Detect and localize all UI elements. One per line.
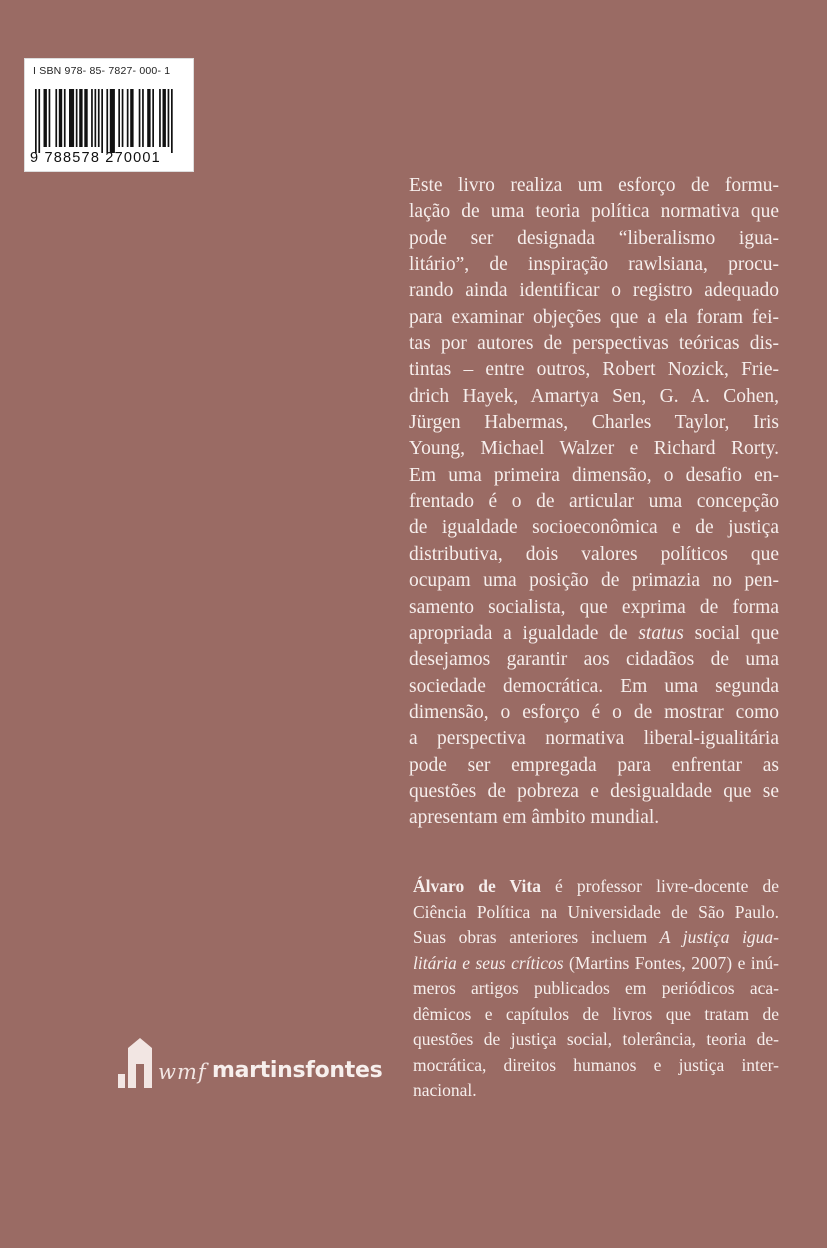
description-line [409, 753, 779, 779]
description-line [409, 305, 779, 331]
barcode-bar [101, 89, 103, 153]
barcode-bar [159, 89, 161, 147]
bio-line: questões de justiça social, tolerância, teoria de- [413, 1029, 779, 1049]
bio-line [413, 925, 779, 951]
description-line [409, 542, 779, 568]
barcode-bar [69, 89, 74, 147]
description-text: ocupam uma posição de primazia no pen- [409, 570, 779, 592]
description-text: questões de pobreza e desigualdade que se [409, 780, 779, 802]
description-text: de igualdade socioeconômica e de justiça [409, 517, 779, 539]
barcode-bar [95, 89, 97, 147]
italic-term: status [638, 622, 684, 644]
barcode-bar [152, 89, 154, 147]
description-line [409, 674, 779, 700]
book-title-italic: litária e seus críticos [413, 952, 564, 973]
description-text: tintas – entre outros, Robert Nozick, Frie- [409, 359, 779, 381]
barcode-bar [168, 89, 170, 147]
description-text: social que [683, 622, 780, 644]
description-text: frentado é o de articular uma concepção [409, 491, 779, 513]
bio-line: dêmicos e capítulos de livros que tratam de [413, 1003, 779, 1024]
barcode-bar [55, 89, 57, 147]
bio-line [413, 874, 779, 900]
book-description [409, 173, 779, 832]
bio-line [413, 951, 779, 977]
description-line [409, 489, 779, 515]
description-line [409, 357, 779, 383]
barcode-bar [64, 89, 66, 147]
barcode-bar [38, 89, 40, 153]
book-title-italic: A justiça igua- [659, 927, 780, 947]
house-book-logo-icon [118, 1034, 154, 1088]
description-text: lação de uma teoria política normativa que [409, 201, 779, 223]
barcode-bar [59, 89, 62, 147]
bio-text: (Martins Fontes, 2007) e inú- [563, 952, 779, 973]
description-text: Este livro realiza um esforço de formu- [409, 175, 779, 196]
barcode-bar [106, 89, 108, 153]
description-text: Jürgen Habermas, Charles Taylor, Iris [409, 412, 779, 434]
description-text: sociedade democrática. Em uma segunda [409, 675, 779, 697]
description-line [409, 647, 779, 673]
description-line [409, 436, 779, 462]
bio-line: mocrática, direitos humanos e justiça inter- [413, 1054, 779, 1075]
description-line [409, 700, 779, 726]
barcode-bar [118, 89, 120, 147]
barcode-bar [98, 89, 100, 147]
description-line [409, 410, 779, 436]
description-line [409, 173, 779, 199]
isbn-digits: 9 788578 270001 [30, 150, 161, 166]
description-line [409, 595, 779, 621]
bio-text: é professor livre-docente de [540, 876, 779, 896]
description-line [409, 199, 779, 225]
description-line [409, 226, 779, 252]
description-text: a perspectiva normativa liberal-igualitária [409, 728, 779, 750]
description-text: desejamos garantir aos cidadãos de uma [409, 649, 779, 671]
description-text: rando ainda identificar o registro adequado [409, 280, 779, 302]
barcode-bar [44, 89, 47, 147]
description-text: apresentam em âmbito mundial. [409, 807, 660, 829]
description-text: apropriada a igualdade de [409, 622, 639, 644]
description-line [409, 252, 779, 278]
description-line [409, 726, 779, 752]
bio-line: nacional. [413, 1080, 477, 1100]
description-text: para examinar objeções que a ela foram fei- [409, 306, 779, 328]
description-line [409, 805, 779, 831]
barcode-bar [147, 89, 150, 147]
bio-line: meros artigos publicados em periódicos aca- [413, 978, 779, 998]
barcode-bar [35, 89, 37, 153]
description-line [409, 515, 779, 541]
bio-line: Ciência Política na Universidade de São Paulo. [413, 901, 779, 922]
description-line [409, 779, 779, 805]
barcode-bar [127, 89, 129, 147]
barcode-bar [91, 89, 93, 147]
barcode-bar [79, 89, 82, 147]
barcode-bar [142, 89, 144, 147]
description-text: pode ser empregada para enfrentar as [409, 754, 779, 776]
description-text: distributiva, dois valores políticos que [409, 543, 779, 565]
bio-text: Suas obras anteriores incluem [413, 927, 660, 947]
publisher-name: martinsfontes [212, 1058, 383, 1083]
description-line [409, 463, 779, 489]
description-line [409, 621, 779, 647]
barcode-bar [122, 89, 124, 147]
author-bio [413, 874, 779, 1104]
description-line [409, 278, 779, 304]
description-text: Em uma primeira dimensão, o desafio en- [409, 464, 779, 486]
author-name: Álvaro de Vita [413, 876, 541, 896]
description-line [409, 331, 779, 357]
barcode-bar [49, 89, 51, 147]
barcode-bar [130, 89, 133, 147]
barcode-bar [84, 89, 87, 147]
imprint-wmf: wmf [158, 1060, 207, 1084]
description-line [409, 568, 779, 594]
description-text: samento socialista, que exprima de forma [409, 596, 779, 618]
barcode-bar [139, 89, 141, 147]
description-text: drich Hayek, Amartya Sen, G. A. Cohen, [409, 385, 779, 407]
description-text: tas por autores de perspectivas teóricas dis- [409, 333, 779, 355]
barcode-bar [171, 89, 173, 153]
barcode-bar [163, 89, 166, 147]
description-text: litário”, de inspiração rawlsiana, procu- [409, 254, 779, 276]
description-text: Young, Michael Walzer e Richard Rorty. [409, 438, 779, 460]
barcode-bar [76, 89, 78, 147]
isbn-label: I SBN 978- 85- 7827- 000- 1 [33, 65, 171, 77]
barcode-bar [110, 89, 115, 153]
description-text: pode ser designada “liberalismo igua- [409, 227, 779, 249]
description-line [409, 384, 779, 410]
description-text: dimensão, o esforço é o de mostrar como [409, 701, 779, 723]
